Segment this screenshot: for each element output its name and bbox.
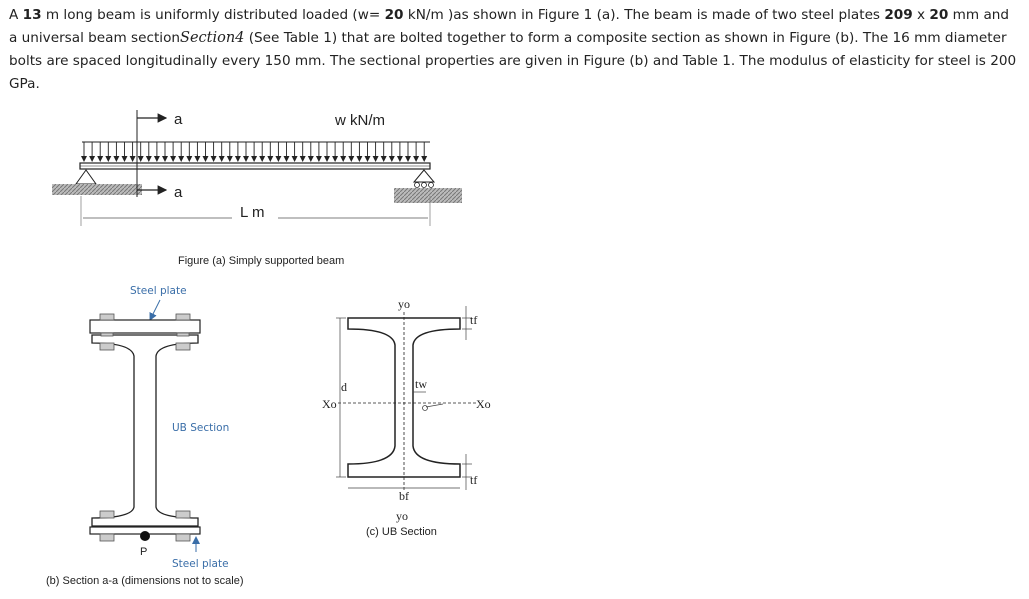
udl-arrowhead: [194, 156, 200, 162]
udl-arrowhead: [381, 156, 387, 162]
udl-arrowhead: [203, 156, 209, 162]
section-name: Section4: [180, 30, 245, 46]
udl-arrows: [81, 142, 427, 162]
udl-arrowhead: [348, 156, 354, 162]
udl-arrowhead: [373, 156, 379, 162]
udl-arrowhead: [284, 156, 290, 162]
udl-arrowhead: [122, 156, 128, 162]
figure-b-caption: (b) Section a-a (dimensions not to scale): [46, 575, 244, 587]
udl-arrowhead: [138, 156, 144, 162]
bf-label: bf: [399, 489, 409, 503]
right-ground: [394, 188, 462, 203]
udl-arrowhead: [365, 156, 371, 162]
top-plate: [90, 320, 200, 333]
figure-a-beam: [52, 110, 462, 267]
x-left-label: Xo: [322, 397, 337, 411]
udl-arrowhead: [178, 156, 184, 162]
tf-top-label: tf: [470, 313, 478, 327]
udl-arrowhead: [397, 156, 403, 162]
udl-arrowhead: [146, 156, 152, 162]
udl-arrowhead: [251, 156, 257, 162]
d-label: d: [341, 380, 347, 394]
udl-arrowhead: [275, 156, 281, 162]
steel-plate-top-label: Steel plate: [130, 285, 187, 297]
udl-arrowhead: [81, 156, 87, 162]
problem-statement: A 13 m long beam is uniformly distributed loaded (w= 20 kN/m )as shown in Figure 1 (a). The beam is made of two steel plates 209 x 20 mm and a universal beam sectionSection4 (See Table 1) that are bolted together to form a composite section as shown in Figure (b). The 16 mm diameter bolts are spaced longitudinally every 150 mm. The sectional properties are given in Figure (b) and Table 1. The modulus of elasticity for steel is 200 GPa.: [9, 7, 1017, 92]
ub-section-label: UB Section: [172, 422, 230, 434]
plate-width: 209: [884, 7, 913, 23]
figure-a-caption: Figure (a) Simply supported beam: [178, 255, 345, 267]
udl-arrowhead: [413, 156, 419, 162]
plate-thickness: 20: [929, 7, 949, 23]
x-right-label: Xo: [476, 397, 491, 411]
udl-arrowhead: [332, 156, 338, 162]
udl-arrowhead: [105, 156, 111, 162]
y-bottom-label: yo: [396, 509, 408, 523]
udl-arrowhead: [97, 156, 103, 162]
udl-arrowhead: [259, 156, 265, 162]
udl-arrowhead: [130, 156, 136, 162]
beam-length: 13: [22, 7, 42, 23]
span-label: L m: [240, 204, 265, 221]
udl-arrowhead: [389, 156, 395, 162]
udl-arrowhead: [243, 156, 249, 162]
udl-arrowhead: [235, 156, 241, 162]
udl-arrowhead: [227, 156, 233, 162]
udl-arrowhead: [89, 156, 95, 162]
load-value: 20: [384, 7, 404, 23]
udl-arrowhead: [324, 156, 330, 162]
udl-arrowhead: [219, 156, 225, 162]
udl-arrowhead: [405, 156, 411, 162]
udl-arrowhead: [356, 156, 362, 162]
steel-plate-bottom-label: Steel plate: [172, 558, 229, 570]
udl-arrowhead: [170, 156, 176, 162]
udl-arrowhead: [154, 156, 160, 162]
section-mark-bottom: a: [174, 184, 183, 201]
udl-arrowhead: [340, 156, 346, 162]
figure-c-caption: (c) UB Section: [366, 526, 437, 538]
udl-arrowhead: [292, 156, 298, 162]
tf-bottom-label: tf: [470, 473, 478, 487]
udl-arrowhead: [113, 156, 119, 162]
udl-arrowhead: [211, 156, 217, 162]
tw-label: tw: [415, 377, 427, 391]
udl-arrowhead: [267, 156, 273, 162]
y-top-label: yo: [398, 297, 410, 311]
point-p-label: P: [140, 546, 148, 558]
point-p: [140, 531, 150, 541]
udl-arrowhead: [316, 156, 322, 162]
udl-arrowhead: [300, 156, 306, 162]
load-label: w kN/m: [335, 112, 385, 129]
section-mark-top: a: [174, 111, 183, 128]
figure-c-ub-section: [322, 297, 491, 538]
udl-arrowhead: [186, 156, 192, 162]
udl-arrowhead: [421, 156, 427, 162]
figure-b-section: [46, 285, 243, 587]
left-ground: [52, 184, 142, 195]
udl-arrowhead: [308, 156, 314, 162]
udl-arrowhead: [162, 156, 168, 162]
